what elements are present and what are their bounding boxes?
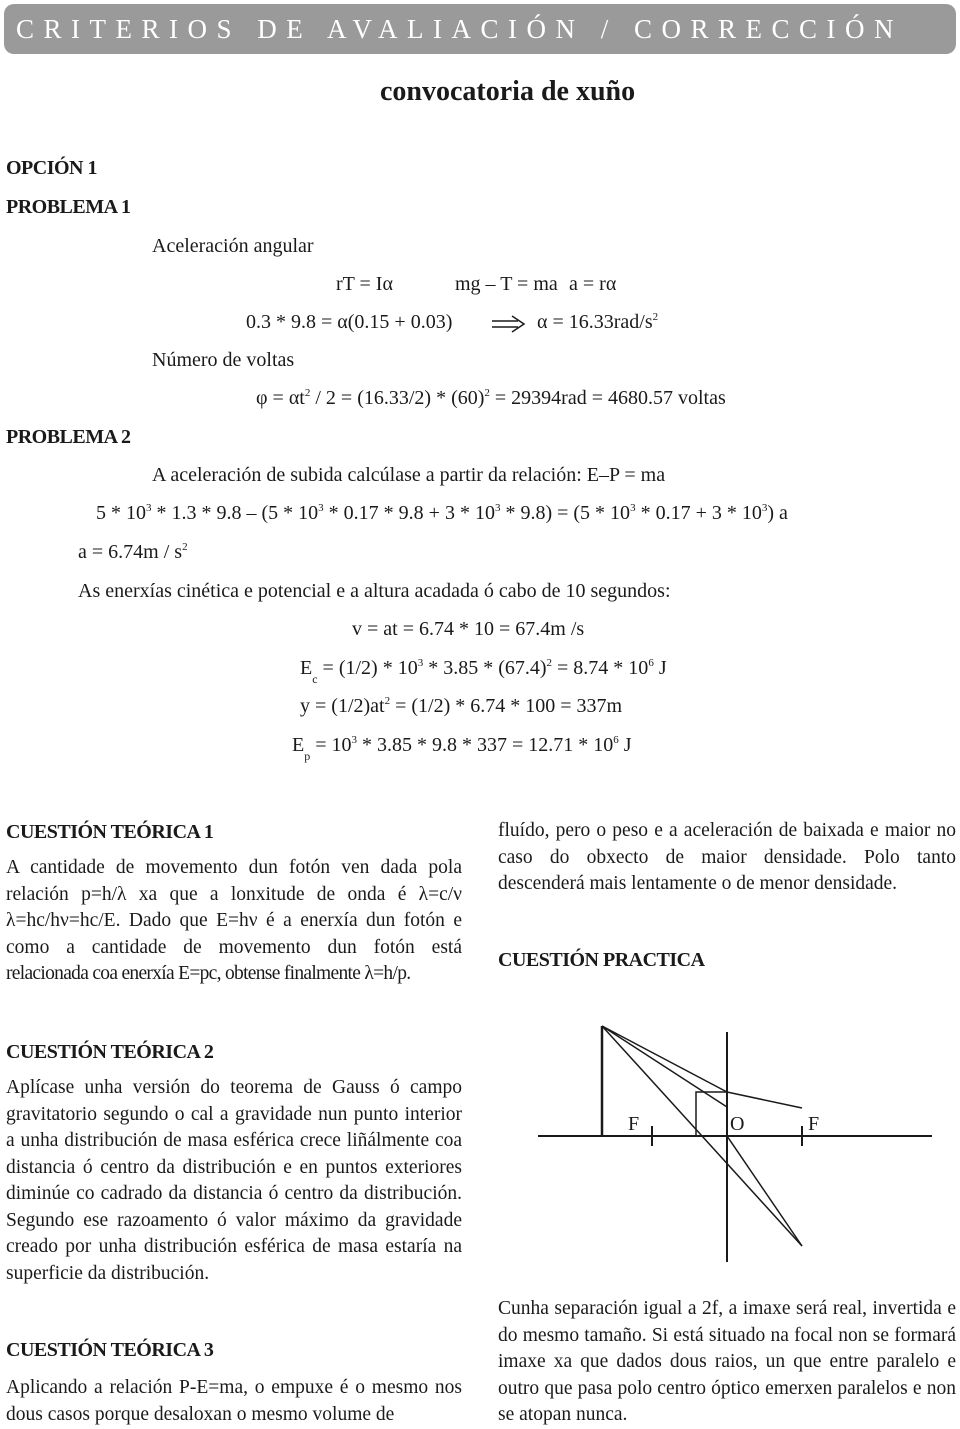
equation: $E_p = 10^3 * 3.85 * 9.8 * 337 = 12.71 * 10^6$ J [292,734,632,763]
focal-label: F [628,1113,640,1135]
equation: $\alpha = 16.33rad/s^2$ [537,311,659,333]
equation: $y = (1/2)at^2 = (1/2) * 6.74 * 100 = 337m$ [300,695,623,717]
subtitle: convocatoria de xuño [380,76,636,107]
ray-construction-box [696,1092,727,1136]
q2-text: Aplícase unha versión do teorema de Gauss ó campo gravitatorio segundo o cal a gravidade nun punto interior a unha distribución de masa esférica crece liñálmente coa distancia ó centro da distribución e en puntos exteriores diminúe co cadrado da distancia ó centro da distribución. Segundo ese razoamento ó valor máximo da gravidade creado por unha distribución esférica de masa estaría na superficie da distribución. [6,1077,462,1284]
q1-title: CUESTIÓN TEÓRICA 1 [6,821,214,843]
problem1-title: PROBLEMA 1 [6,196,131,218]
q2-title: CUESTIÓN TEÓRICA 2 [6,1041,214,1063]
ray-refracted [727,1092,802,1108]
equation: rT = Iα [336,273,393,295]
text-line: A aceleración de subida calcúlase a partir da relación: E–P = ma [152,464,666,486]
turns-label: Número de voltas [152,349,295,371]
equation: $E_c = (1/2) * 10^3 * 3.85 * (67.4)^2 = 8.74 * 10^6$ J [300,657,667,686]
problem2-title: PROBLEMA 2 [6,426,131,448]
center-label: O [730,1113,745,1135]
ray-parallel [602,1026,727,1092]
focal-label: F [808,1113,820,1135]
equation: v = at = 6.74 * 10 = 67.4m /s [352,618,585,640]
practice-text: Cunha separación igual a 2f, a imaxe será real, invertida e do mesmo tamaño. Si está situado na focal non se formará imaxe xa que dados dous raios, un que entre paralelo e outro que pasa polo centro óptico emerxen paralelos e non se atopan nunca. [498,1298,956,1425]
equation: $5 * 10^3 * 1.3 * 9.8 - (5 * 10^3 * 0.17 * 9.8 + 3 * 10^3 * 9.8) = (5 * 10^3 * 0.17 + 3 * 10^3)$ a [96,502,788,524]
accel-label: Aceleración angular [152,235,314,257]
header-banner: CRITERIOS DE AVALIACIÓN / CORRECCIÓN [4,4,956,54]
q3-text: Aplicando a relación P-E=ma, o empuxe é o mesmo nos dous casos porque desaloxan o mesmo volume de [6,1377,462,1425]
q3-title: CUESTIÓN TEÓRICA 3 [6,1339,214,1361]
practice-title: CUESTIÓN PRACTICA [498,949,705,971]
equation: 0.3 * 9.8 = α(0.15 + 0.03) [246,311,453,333]
q1-text: A cantidade de movemento dun fotón ven dada pola relación p=h/λ xa que a lonxitude de onda é λ=c/ν λ=hc/hν=hc/E. Dado que E=hν é a enerxía dun fotón e como a cantidade de movemento dun fotón está relacionada coa enerxía E=pc, obtense finalmente λ=h/p. [6,857,462,984]
implies-arrow-icon [490,314,528,334]
equation: a = rα [569,273,617,295]
equation: mg – T = ma [455,273,558,295]
lens-ray-diagram [530,1010,950,1290]
equation: $a = 6.74m / s^2$ [78,541,188,563]
equation: $\varphi = \alpha t^2 / 2 = (16.33/2) * (60)^2 = 29394rad = 4680.57$ voltas [256,387,726,409]
q1-continuation-text: fluído, pero o peso e a aceleración de baixada e maior no caso do obxecto de maior densidade. Polo tanto descenderá mais lentamente o de menor densidade. [498,820,956,894]
text-line: As enerxías cinética e potencial e a altura acadada ó cabo de 10 segundos: [78,580,671,602]
option-heading: OPCIÓN 1 [6,157,97,179]
ray-emergent [727,1136,802,1246]
